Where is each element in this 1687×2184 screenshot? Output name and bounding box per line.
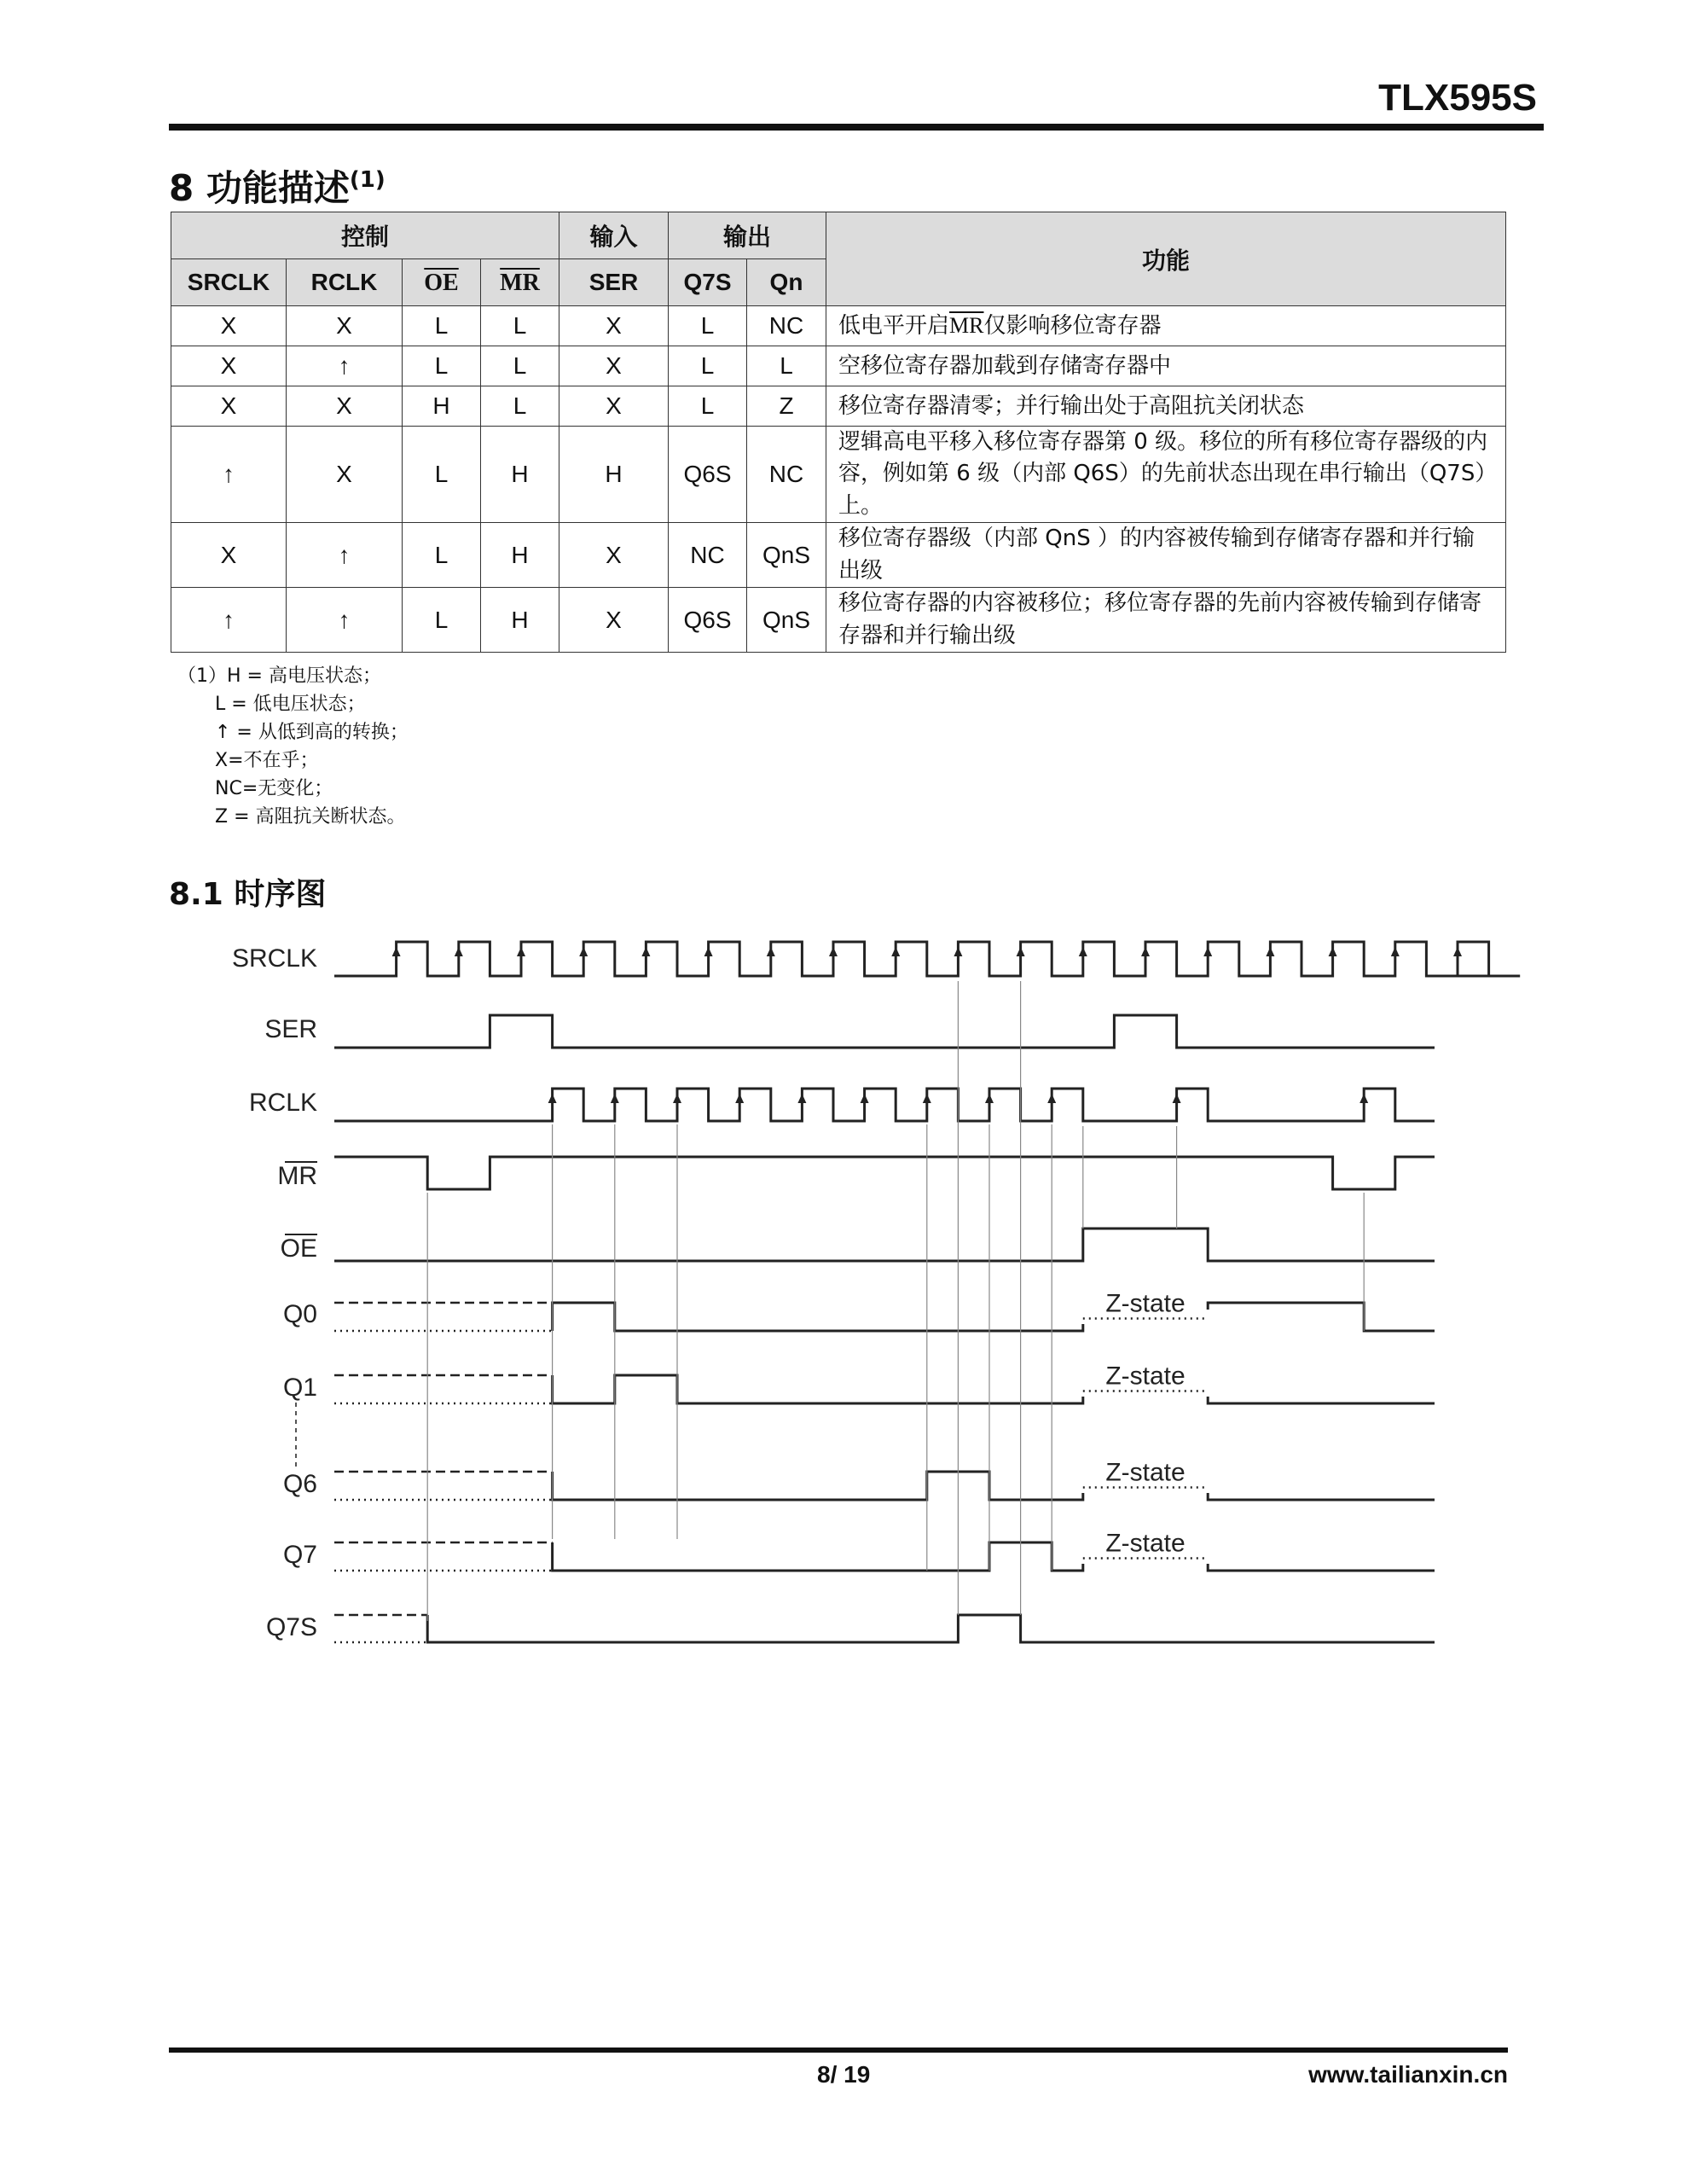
rising-edge-arrow [673,1094,681,1103]
cell-q7s: NC [669,523,747,588]
rising-edge-arrow [954,947,962,956]
col-header-qn: Qn [747,259,826,306]
cell-srclk: X [171,306,287,346]
ser-waveform [334,1015,1435,1048]
rclk-waveform [334,1089,1435,1121]
table-row [171,346,1506,386]
rising-edge-arrow [455,947,463,956]
col-header-rclk: RCLK [287,259,403,306]
cell-rclk: ↑ [287,346,403,386]
rising-edge-arrow [1329,947,1337,956]
col-header-oe: $\overline{OE}$ [403,259,481,306]
rising-edge-arrow [704,947,713,956]
note-line: L = 低电压状态； [215,694,366,715]
section-title [169,160,386,212]
cell-rclk: X [287,386,403,427]
q6-waveform-b [1208,1493,1435,1500]
cell-oe: L [403,588,481,653]
cell-q7s: L [669,386,747,427]
q0-waveform [553,1303,1083,1331]
document-title: TLX595S [1378,77,1537,119]
subsection-number: 8.1 [169,877,223,912]
cell-q7s: L [669,346,747,386]
rising-edge-arrow [1017,947,1025,956]
cell-mr: H [481,523,559,588]
table-row [171,588,1506,653]
cell-function: 移位寄存器清零；并行输出处于高阻抗关闭状态 [826,386,1506,427]
rising-edge-arrow [1047,1094,1056,1103]
z-state-label: Z-state [1105,1529,1186,1558]
rising-edge-arrow [548,1094,557,1103]
cell-function: 移位寄存器的内容被移位；移位寄存器的先前内容被传输到存储寄存器和并行输出级 [826,588,1506,653]
rising-edge-arrow [861,1094,869,1103]
rising-edge-arrow [392,947,401,956]
rising-edge-arrow [579,947,588,956]
function-header: 功能 [826,212,1506,306]
subsection-title [169,870,326,914]
signal-label-ser: SER [264,1015,317,1043]
cell-qn: Z [747,386,826,427]
z-state-label: Z-state [1105,1289,1186,1318]
website: www.tailianxin.cn [1308,2061,1508,2088]
cell-ser: X [559,306,669,346]
signal-label-srclk: SRCLK [231,944,317,973]
timing-diagram [0,921,1687,1672]
q1-waveform [553,1375,1083,1403]
q7-waveform [553,1542,1083,1571]
subsection-name: 时序图 [234,877,327,912]
cell-function: 低电平开启$\overline{MR}$仅影响移位寄存器 [826,306,1506,346]
note-line: ↑ = 从低到高的转换； [215,722,409,743]
rising-edge-arrow [891,947,900,956]
cell-rclk: X [287,306,403,346]
cell-ser: H [559,427,669,523]
rising-edge-arrow [829,947,838,956]
col-header-q7s: Q7S [669,259,747,306]
signal-label-q1: Q1 [282,1374,317,1402]
cell-srclk: ↑ [171,588,287,653]
section-name: 功能描述 [206,167,350,209]
signal-label-q7s: Q7S [265,1613,317,1641]
table-body [171,306,1506,653]
cell-q7s: L [669,306,747,346]
cell-mr: H [481,588,559,653]
signal-label-mr: MR [277,1162,317,1190]
z-state-label: Z-state [1105,1458,1186,1487]
q7s-waveform [427,1615,1435,1642]
cell-mr: L [481,386,559,427]
cell-srclk: ↑ [171,427,287,523]
cell-oe: L [403,306,481,346]
rising-edge-arrow [797,1094,806,1103]
cell-oe: L [403,346,481,386]
output-group-header: 输出 [669,212,826,259]
rising-edge-arrow [1079,947,1087,956]
q0-waveform-b [1208,1303,1435,1331]
cell-ser: X [559,588,669,653]
cell-srclk: X [171,386,287,427]
page-number: 8/ 19 [817,2061,871,2088]
cell-oe: H [403,386,481,427]
cell-qn: NC [747,427,826,523]
signal-label-q0: Q0 [282,1300,317,1328]
cell-qn: NC [747,306,826,346]
cell-qn: QnS [747,588,826,653]
cell-qn: L [747,346,826,386]
col-header-mr: $\overline{MR}$ [481,259,559,306]
table-notes [177,662,409,831]
rising-edge-arrow [1266,947,1274,956]
signal-label-q6: Q6 [282,1470,317,1498]
rising-edge-arrow [767,947,775,956]
rising-edge-arrow [517,947,525,956]
footnote-ref: (1) [349,167,386,193]
rising-edge-arrow [641,947,650,956]
cell-q7s: Q6S [669,427,747,523]
rising-edge-arrow [1391,947,1400,956]
cell-ser: X [559,346,669,386]
footer-rule [169,2048,1508,2053]
cell-srclk: X [171,346,287,386]
table-row [171,306,1506,346]
z-state-label: Z-state [1105,1362,1186,1391]
srclk-waveform [334,942,1520,976]
col-header-ser: SER [559,259,669,306]
function-table [171,212,1506,653]
table-row [171,386,1506,427]
cell-q7s: Q6S [669,588,747,653]
rising-edge-arrow [611,1094,619,1103]
q6-waveform [553,1472,1083,1500]
signal-label-oe: OE [280,1234,317,1263]
q7-waveform-b [1208,1564,1435,1571]
cell-mr: L [481,346,559,386]
cell-ser: X [559,523,669,588]
input-group-header: 输入 [559,212,669,259]
cell-function: 空移位寄存器加载到存储寄存器中 [826,346,1506,386]
note-line: X=不在乎； [215,750,319,771]
mr-waveform [334,1157,1435,1189]
cell-rclk: ↑ [287,523,403,588]
cell-rclk: X [287,427,403,523]
q1-waveform-b [1208,1397,1435,1403]
rising-edge-arrow [1173,1094,1181,1103]
signal-label-rclk: RCLK [248,1089,317,1117]
cell-function: 逻辑高电平移入移位寄存器第 0 级。移位的所有移位寄存器级的内容，例如第 6 级（内部 Q6S）的先前状态出现在串行输出（Q7S）上。 [826,427,1506,523]
rising-edge-arrow [1453,947,1462,956]
note-line: Z = 高阻抗关断状态。 [215,806,406,828]
cell-mr: L [481,306,559,346]
signal-label-q7: Q7 [282,1541,317,1569]
oe-waveform [334,1228,1435,1261]
note-line: NC=无变化； [215,778,333,799]
cell-oe: L [403,523,481,588]
note-line: （1）H = 高电压状态； [177,665,381,687]
cell-function: 移位寄存器级（内部 QnS ）的内容被传输到存储寄存器和并行输出级 [826,523,1506,588]
rising-edge-arrow [1141,947,1150,956]
cell-qn: QnS [747,523,826,588]
table-row [171,523,1506,588]
cell-srclk: X [171,523,287,588]
rising-edge-arrow [1203,947,1212,956]
control-group-header: 控制 [171,212,559,259]
rising-edge-arrow [1359,1094,1368,1103]
cell-rclk: ↑ [287,588,403,653]
cell-oe: L [403,427,481,523]
rising-edge-arrow [985,1094,994,1103]
cell-mr: H [481,427,559,523]
rising-edge-arrow [923,1094,931,1103]
rising-edge-arrow [735,1094,744,1103]
header-rule [169,124,1544,131]
section-number: 8 [169,167,194,209]
table-row [171,427,1506,523]
cell-ser: X [559,386,669,427]
col-header-srclk: SRCLK [171,259,287,306]
